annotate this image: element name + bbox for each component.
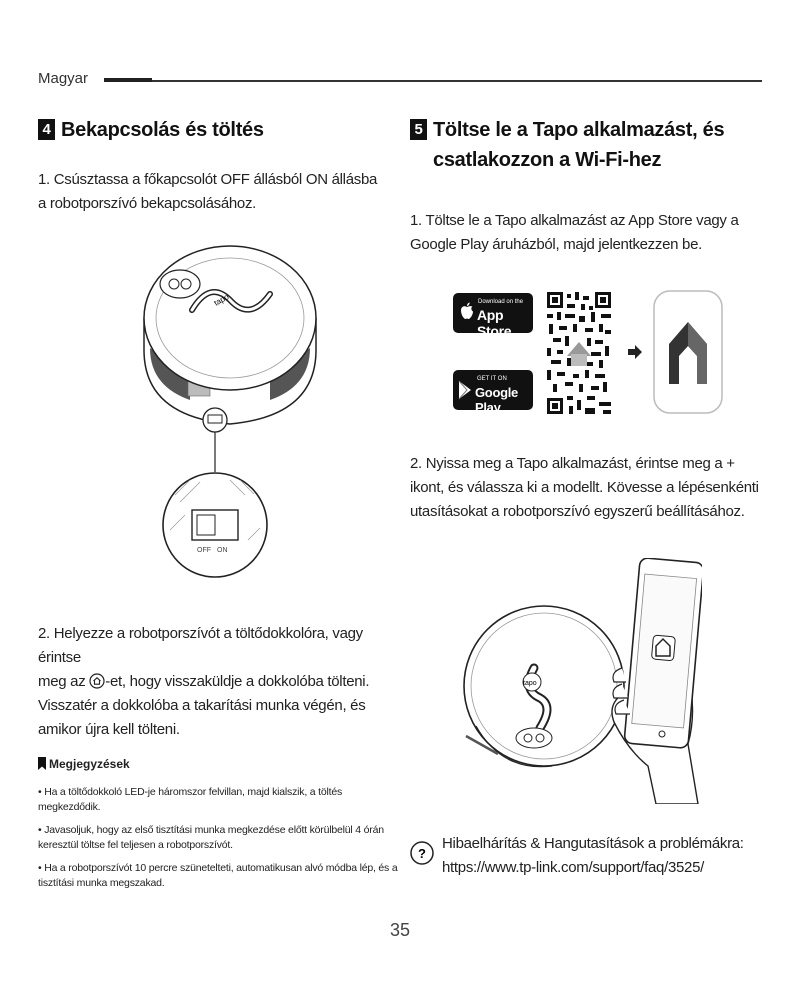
section-5-title-line2: csatlakozzon a Wi-Fi-hez [433, 149, 662, 171]
right-step-1: 1. Töltse le a Tapo alkalmazást az App Store vagy a Google Play áruházból, majd jelentkezzen be. [410, 212, 739, 253]
tapo-app-icon[interactable] [653, 290, 723, 414]
robot-phone-illustration [462, 558, 702, 804]
google-play-icon [458, 380, 472, 400]
section-4-number: 4 [38, 119, 55, 140]
note-item: • Ha a töltődokkoló LED-je háromszor felvillan, majd kialszik, a töltés megkezdődik. [38, 786, 343, 813]
section-4-title [38, 115, 398, 145]
left-step-2-rest: Visszatér a dokkolóba a takarítási munka végén, és amikor újra kell tölteni. [38, 697, 366, 738]
help-icon [410, 841, 434, 865]
robot-power-switch-illustration [130, 240, 330, 580]
google-play-big-text: Google Play [475, 385, 518, 415]
left-step-2-after-icon: -et, hogy visszaküldje a dokkolóba tölteni. [105, 673, 370, 690]
notes-title-text: Megjegyzések [49, 757, 130, 771]
help-text: Hibaelhárítás & Hangutasítások a problémákra: [442, 835, 744, 852]
app-store-small-text: Download on the [478, 299, 524, 305]
svg-text:?: ? [418, 846, 426, 861]
section-5-title-line1: Töltse le a Tapo alkalmazást, és [433, 119, 725, 141]
notes-title [38, 757, 398, 771]
help-url-link[interactable]: https://www.tp-link.com/support/faq/3525/ [442, 859, 704, 876]
left-step-2-before-icon: meg az [38, 673, 90, 690]
dock-home-icon [89, 673, 105, 689]
language-label: Magyar [38, 70, 89, 87]
switch-off-label: OFF [197, 547, 211, 554]
note-item: • Javasoljuk, hogy az első tisztítási munka megkezdése előtt körülbelül 4 órán keresztül töltse fel teljesen a robotporszívót. [38, 824, 384, 851]
app-store-badge[interactable] [453, 293, 533, 339]
app-store-big-text: App Store [477, 307, 512, 339]
switch-on-label: ON [217, 547, 228, 554]
note-item: • Ha a robotporszívót 10 percre szünetelteti, automatikusan alvó módba lép, és a tisztítási munka megszakad. [38, 862, 398, 889]
page-number: 35 [390, 920, 411, 940]
left-step-2-line2 [38, 670, 398, 694]
google-play-small-text: GET IT ON [477, 376, 507, 382]
section-5-title [410, 115, 770, 175]
left-robot-logo: tapo [212, 292, 231, 308]
notes-block [38, 757, 398, 891]
qr-code-image [547, 292, 611, 414]
left-step-2 [38, 622, 398, 742]
arrow-right-icon [628, 345, 642, 359]
right-robot-logo: tapo [523, 680, 537, 687]
left-step-2-line1: 2. Helyezze a robotporszívót a töltődokkolóra, vagy érintse [38, 625, 363, 666]
left-step-1: 1. Csúsztassa a főkapcsolót OFF állásból ON állásba a robotporszívó bekapcsolásához. [38, 171, 378, 212]
google-play-badge[interactable] [453, 370, 533, 415]
right-step-2: 2. Nyissa meg a Tapo alkalmazást, érintse meg a + ikont, és válassza ki a modellt. Kövesse a lépésenkénti utasításokat a robotporszívó egyszerű beállításához. [410, 455, 759, 520]
header-rule [104, 80, 762, 82]
section-4-title-text: Bekapcsolás és töltés [61, 119, 264, 141]
bookmark-icon [38, 757, 46, 770]
section-5-number: 5 [410, 119, 427, 140]
apple-icon [460, 302, 474, 320]
help-block [442, 832, 772, 880]
header-rule-accent [104, 78, 152, 82]
